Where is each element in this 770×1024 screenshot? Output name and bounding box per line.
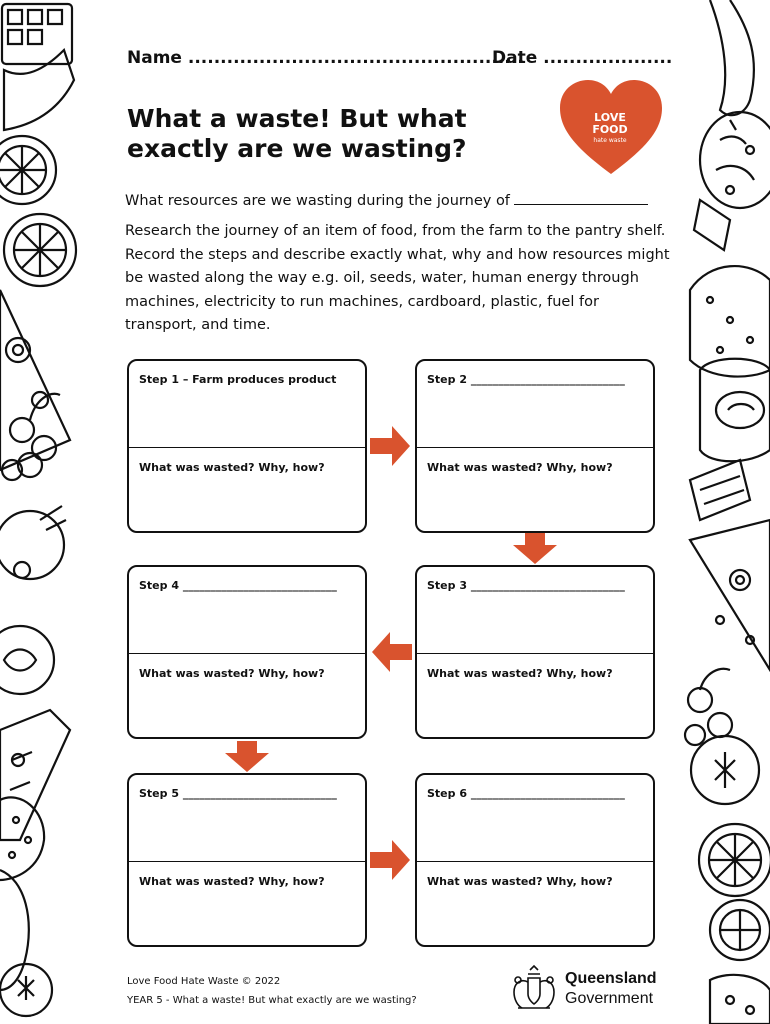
step-2-waste-label: What was wasted? Why, how?	[427, 461, 613, 474]
journey-answer-blank[interactable]	[514, 190, 648, 205]
step-4-divider	[129, 653, 365, 654]
copyright-text: Love Food Hate Waste © 2022	[127, 976, 281, 987]
step-4-label: Step 4 ____________________________	[139, 579, 337, 592]
step-5-waste-label: What was wasted? Why, how?	[139, 875, 325, 888]
instructions-paragraph: Research the journey of an item of food, from the farm to the pantry shelf. Record the steps and describe exactly what, why and how resources might be wasted along the way e.g. oil, seeds, water, human energy through machines, electricity to run machines, cardboard, plastic, fuel for transport, and time.	[125, 223, 670, 333]
date-field-label: Date ....................	[492, 48, 673, 68]
worksheet-title: What a waste! But what exactly are we wasting?	[127, 104, 467, 163]
logo-line-2: FOOD	[592, 123, 628, 136]
arrow-down-icon	[512, 533, 558, 565]
step-4-waste-label: What was wasted? Why, how?	[139, 667, 325, 680]
name-field-label: Name ....................................................	[127, 48, 524, 68]
queensland-crest-icon	[508, 964, 560, 1012]
step-6-label: Step 6 ____________________________	[427, 787, 625, 800]
worksheet-subtitle: YEAR 5 - What a waste! But what exactly are we wasting?	[127, 995, 417, 1006]
step-2-divider	[417, 447, 653, 448]
step-3-waste-label: What was wasted? Why, how?	[427, 667, 613, 680]
logo-line-1: LOVE	[594, 111, 626, 124]
journey-question-text: What resources are we wasting during the journey of	[125, 193, 510, 209]
step-3-divider	[417, 653, 653, 654]
step-box-6[interactable]	[415, 773, 655, 947]
journey-question	[125, 190, 648, 209]
government-wordmark: Government	[565, 990, 654, 1007]
step-6-divider	[417, 861, 653, 862]
arrow-down-icon	[224, 741, 270, 773]
step-2-label: Step 2 ____________________________	[427, 373, 625, 386]
step-5-divider	[129, 861, 365, 862]
arrow-right-icon	[368, 424, 412, 468]
step-box-3[interactable]	[415, 565, 655, 739]
step-1-divider	[129, 447, 365, 448]
step-3-label: Step 3 ____________________________	[427, 579, 625, 592]
food-doodle-border-left-icon	[0, 0, 100, 1024]
step-5-label: Step 5 ____________________________	[139, 787, 337, 800]
step-box-5[interactable]	[127, 773, 367, 947]
love-food-hate-waste-logo	[558, 78, 664, 176]
step-box-4[interactable]	[127, 565, 367, 739]
arrow-right-icon	[368, 838, 412, 882]
queensland-wordmark: Queensland	[565, 970, 657, 987]
logo-line-3: hate waste	[593, 137, 627, 144]
arrow-left-icon	[370, 630, 414, 674]
step-box-2[interactable]	[415, 359, 655, 533]
step-1-waste-label: What was wasted? Why, how?	[139, 461, 325, 474]
food-doodle-border-right-icon	[670, 0, 770, 1024]
step-1-label: Step 1 – Farm produces product	[139, 373, 337, 386]
step-box-1[interactable]	[127, 359, 367, 533]
step-6-waste-label: What was wasted? Why, how?	[427, 875, 613, 888]
